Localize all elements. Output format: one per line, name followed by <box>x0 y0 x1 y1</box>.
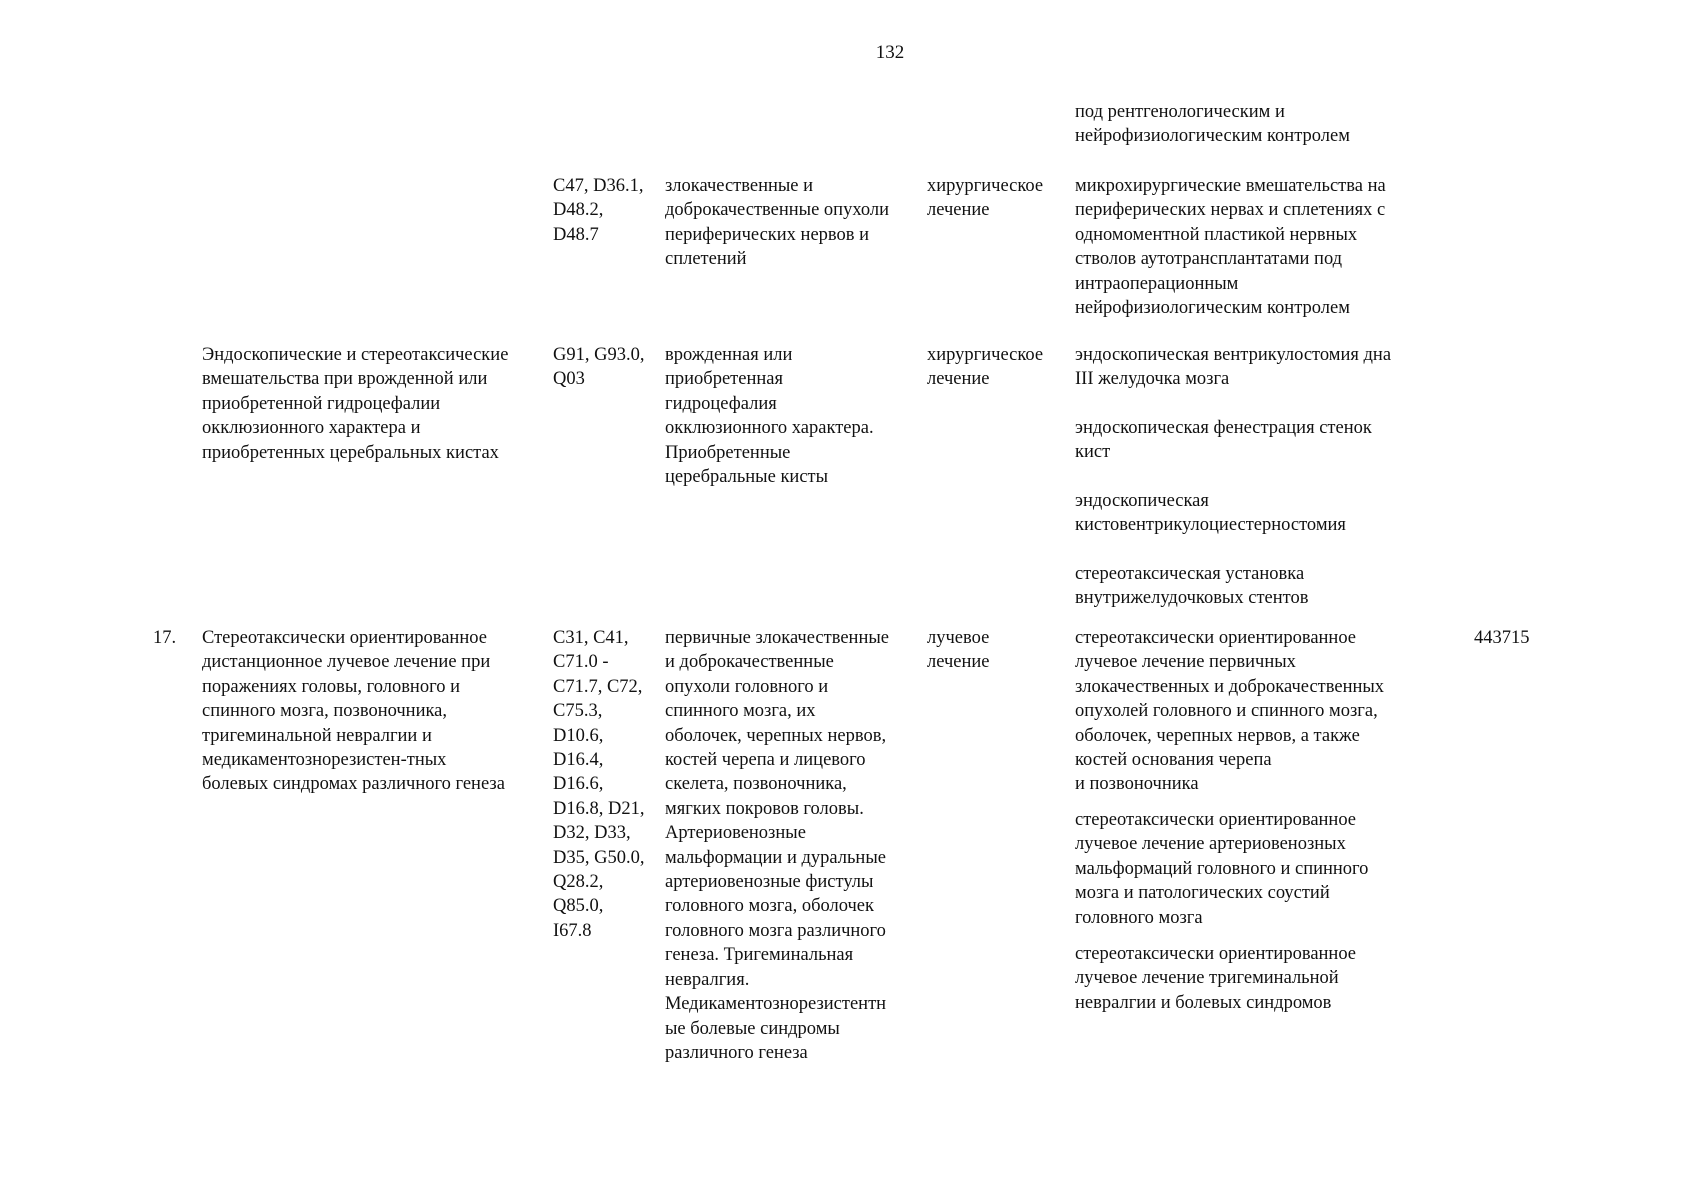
patient-model-cell <box>665 343 920 489</box>
method-line: эндоскопическая фенестрация стенок <box>1075 418 1372 438</box>
code-line: C75.3, <box>553 701 603 722</box>
method-line: одномоментной пластикой нервных <box>1075 224 1358 245</box>
name-line: поражениях головы, головного и <box>202 676 460 697</box>
name-line: спинного мозга, позвоночника, <box>202 701 448 722</box>
name-line: приобретенной гидроцефалии <box>202 393 441 414</box>
method-line: головного мозга <box>1075 907 1203 928</box>
code-line: D32, D33, <box>553 823 631 844</box>
treatment-line: лечение <box>927 200 990 221</box>
codes-cell <box>553 343 658 392</box>
model-line: Артериовенозные <box>665 823 806 844</box>
treatment-line: лечение <box>927 369 990 390</box>
method-line: нейрофизиологическим контролем <box>1075 298 1350 319</box>
name-line: Стереотаксически ориентированное <box>202 628 487 648</box>
method-line: эндоскопическая <box>1075 491 1209 511</box>
code-line: D16.6, <box>553 774 604 795</box>
model-line: и доброкачественные <box>665 652 834 673</box>
method-line: лучевое лечение артериовенозных <box>1075 834 1346 855</box>
method-line: оболочек, черепных нервов, а также <box>1075 725 1360 746</box>
code-line: D10.6, <box>553 725 604 746</box>
patient-model-cell <box>665 174 920 272</box>
code-line: I67.8 <box>553 920 592 941</box>
methods-cell <box>1075 562 1435 611</box>
name-line: дистанционное лучевое лечение при <box>202 652 491 673</box>
model-line: мягких покровов головы. <box>665 798 864 819</box>
model-line: костей черепа и лицевого <box>665 750 866 771</box>
treatment-type-cell <box>927 174 1072 223</box>
model-line: оболочек, черепных нервов, <box>665 725 887 746</box>
model-line: различного генеза <box>665 1042 808 1063</box>
method-line: кист <box>1075 442 1111 463</box>
model-line: опухоли головного и <box>665 676 829 697</box>
methods-cell <box>1075 808 1435 930</box>
method-line: нейрофизиологическим контролем <box>1075 126 1350 147</box>
methods-cell <box>1075 942 1435 1015</box>
model-line: спинного мозга, их <box>665 701 816 722</box>
code-line: C31, C41, <box>553 628 629 648</box>
method-line: интраоперационным <box>1075 273 1239 294</box>
method-line: лучевое лечение тригеминальной <box>1075 968 1339 989</box>
code-line: G91, G93.0, <box>553 345 645 365</box>
row-number: 17. <box>153 628 177 648</box>
method-line: мозга и патологических соустий <box>1075 883 1330 904</box>
methods-cell <box>1075 489 1435 538</box>
model-line: Медикаментознорезистентн <box>665 994 887 1015</box>
method-line: стереотаксически ориентированное <box>1075 810 1357 830</box>
service-name-cell <box>202 626 542 797</box>
patient-model-cell <box>665 626 920 1065</box>
model-line: скелета, позвоночника, <box>665 774 847 795</box>
treatment-line: хирургическое <box>927 176 1044 196</box>
code-line: D48.2, <box>553 200 604 221</box>
method-line: костей основания черепа <box>1075 750 1272 771</box>
treatment-type-cell <box>927 626 1072 675</box>
model-line: ые болевые синдромы <box>665 1018 840 1039</box>
methods-cell <box>1075 626 1435 797</box>
method-line: лучевое лечение первичных <box>1075 652 1296 673</box>
method-line: кистовентрикулоциестерностомия <box>1075 515 1346 536</box>
method-line: стереотаксически ориентированное <box>1075 628 1357 648</box>
method-line: внутрижелудочковых стентов <box>1075 588 1309 609</box>
codes-cell <box>553 626 658 943</box>
model-line: сплетений <box>665 249 747 270</box>
model-line: генеза. Тригеминальная <box>665 945 854 966</box>
treatment-line: лечение <box>927 652 990 673</box>
name-line: тригеминальной невралгии и <box>202 725 432 746</box>
model-line: Приобретенные <box>665 442 791 463</box>
code-line: D16.8, D21, <box>553 798 645 819</box>
methods-cell <box>1075 100 1435 149</box>
method-line: микрохирургические вмешательства на <box>1075 176 1386 196</box>
code-line: D16.4, <box>553 750 604 771</box>
code-line: D35, G50.0, <box>553 847 645 868</box>
method-line: и позвоночника <box>1075 774 1199 795</box>
code-line: C71.7, C72, <box>553 676 643 697</box>
code-line: C71.0 - <box>553 652 609 673</box>
method-line: стереотаксически ориентированное <box>1075 944 1357 964</box>
treatment-line: хирургическое <box>927 345 1044 365</box>
model-line: невралгия. <box>665 969 750 990</box>
model-line: головного мозга различного <box>665 920 886 941</box>
name-line: окклюзионного характера и <box>202 418 421 439</box>
model-line: гидроцефалия <box>665 393 777 414</box>
page-number: 132 <box>875 42 905 63</box>
code-line: Q85.0, <box>553 896 604 917</box>
model-line: артериовенозные фистулы <box>665 872 874 893</box>
model-line: периферических нервов и <box>665 224 870 245</box>
method-line: невралгии и болевых синдромов <box>1075 992 1332 1013</box>
service-name-cell <box>202 343 542 465</box>
method-line: злокачественных и доброкачественных <box>1075 676 1385 697</box>
model-line: церебральные кисты <box>665 467 829 488</box>
treatment-type-cell <box>927 343 1072 392</box>
model-line: первичные злокачественные <box>665 628 889 648</box>
code-line: C47, D36.1, <box>553 176 644 196</box>
model-line: головного мозга, оболочек <box>665 896 874 917</box>
model-line: мальформации и дуральные <box>665 847 886 868</box>
code-line: Q03 <box>553 369 585 390</box>
model-line: приобретенная <box>665 369 783 390</box>
methods-cell <box>1075 416 1435 465</box>
codes-cell <box>553 174 658 247</box>
method-line: опухолей головного и спинного мозга, <box>1075 701 1378 722</box>
code-line: Q28.2, <box>553 872 604 893</box>
method-line: стволов аутотрансплантатами под <box>1075 249 1343 270</box>
method-line: эндоскопическая вентрикулостомия дна <box>1075 345 1392 365</box>
name-line: медикаментознорезистен-тных <box>202 750 447 771</box>
model-line: врожденная или <box>665 345 793 365</box>
method-line: под рентгенологическим и <box>1075 102 1285 122</box>
cost-cell: 443715 <box>1474 628 1530 648</box>
name-line: Эндоскопические и стереотаксические <box>202 345 509 365</box>
treatment-line: лучевое <box>927 628 990 648</box>
method-line: мальформаций головного и спинного <box>1075 858 1369 879</box>
methods-cell <box>1075 343 1435 392</box>
name-line: болевых синдромах различного генеза <box>202 774 505 795</box>
code-line: D48.7 <box>553 224 599 245</box>
method-line: периферических нервах и сплетениях с <box>1075 200 1386 221</box>
methods-cell <box>1075 174 1435 320</box>
model-line: доброкачественные опухоли <box>665 200 890 221</box>
model-line: злокачественные и <box>665 176 814 196</box>
method-line: стереотаксическая установка <box>1075 564 1305 584</box>
method-line: III желудочка мозга <box>1075 369 1230 390</box>
name-line: вмешательства при врожденной или <box>202 369 488 390</box>
name-line: приобретенных церебральных кистах <box>202 442 499 463</box>
model-line: окклюзионного характера. <box>665 418 874 439</box>
